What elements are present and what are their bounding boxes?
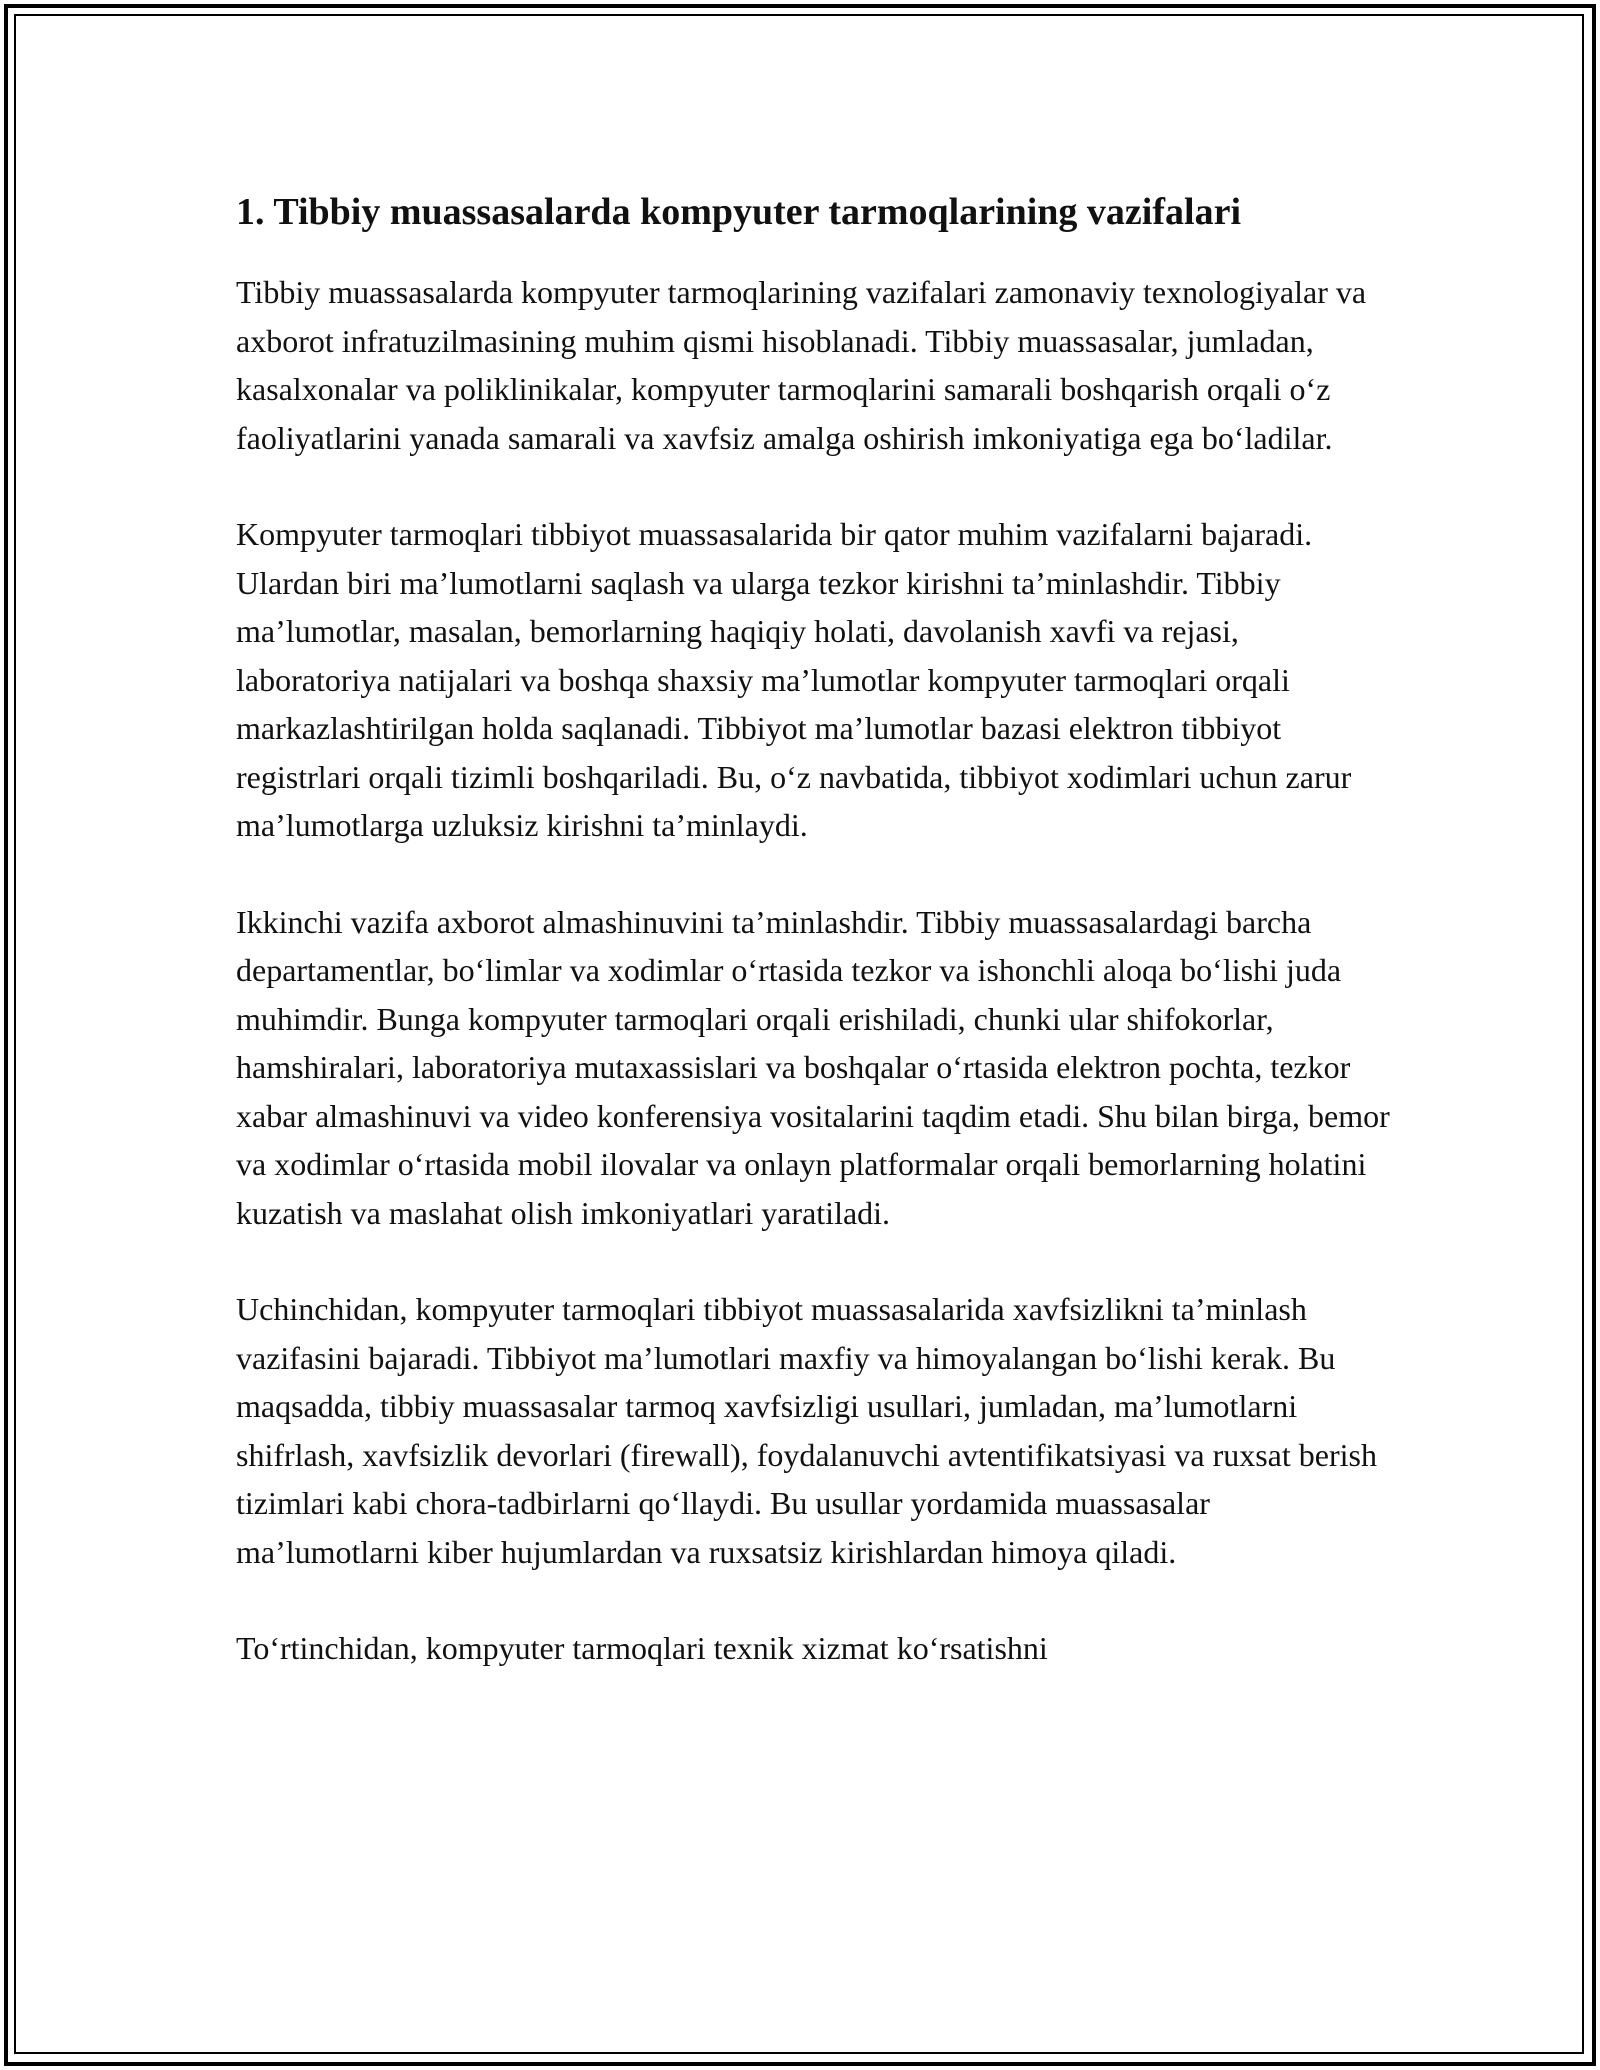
paragraph-technical-service: To‘rtinchidan, kompyuter tarmoqlari texnik xizmat ko‘rsatishni <box>236 1630 1048 1666</box>
paragraph-data-storage: Kompyuter tarmoqlari tibbiyot muassasalarida bir qator muhim vazifalarni bajaradi. Ulardan biri ma’lumotlarni saqlash va ularga tezkor kirishni ta’minlashdir. Tibbiy ma’lumotlar, masalan, bemorlarning haqiqiy holati, davolanish xavfi va rejasi, laboratoriya natijalari va boshqa shaxsiy ma’lumotlar kompyuter tarmoqlari orqali markazlashtirilgan holda saqlanadi. Tibbiyot ma’lumotlar bazasi elektron tibbiyot registrlari orqali tizimli boshqariladi. Bu, o‘z navbatida, tibbiyot xodimlari uchun zarur ma’lumotlarga uzluksiz kirishni ta’minlaydi. <box>236 516 1352 843</box>
paragraph-intro: Tibbiy muassasalarda kompyuter tarmoqlarining vazifalari zamonaviy texnologiyalar va axborot infratuzilmasining muhim qismi hisoblanadi. Tibbiy muassasalar, jumladan, kasalxonalar va poliklinikalar, kompyuter tarmoqlarini samarali boshqarish orqali o‘z faoliyatlarini yanada samarali va xavfsiz amalga oshirish imkoniyatiga ega bo‘ladilar. <box>236 274 1367 456</box>
paragraph-information-exchange: Ikkinchi vazifa axborot almashinuvini ta’minlashdir. Tibbiy muassasalardagi barcha departamentlar, bo‘limlar va xodimlar o‘rtasida tezkor va ishonchli aloqa bo‘lishi juda muhimdir. Bunga kompyuter tarmoqlari orqali erishiladi, chunki ular shifokorlar, hamshiralari, laboratoriya mutaxassislari va boshqalar o‘rtasida elektron pochta, tezkor xabar almashinuvi va video konferensiya vositalarini taqdim etadi. Shu bilan birga, bemor va xodimlar o‘rtasida mobil ilovalar va onlayn platformalar orqali bemorlarning holatini kuzatish va maslahat olish imkoniyatlari yaratiladi. <box>236 903 1390 1231</box>
document-body <box>236 186 1396 1721</box>
paragraph-security: Uchinchidan, kompyuter tarmoqlari tibbiyot muassasalarida xavfsizlikni ta’minlash vazifasini bajaradi. Tibbiyot ma’lumotlari maxfiy va himoyalangan bo‘lishi kerak. Bu maqsadda, tibbiy muassasalar tarmoq xavfsizligi usullari, jumladan, ma’lumotlarni shifrlash, xavfsizlik devorlari (firewall), foydalanuvchi avtentifikatsiyasi va ruxsat berish tizimlari kabi chora-tadbirlarni qo‘llaydi. Bu usullar yordamida muassasalar ma’lumotlarni kiber hujumlardan va ruxsatsiz kirishlardan himoya qiladi. <box>236 1291 1377 1570</box>
section-heading: 1. Tibbiy muassasalarda kompyuter tarmoqlarining vazifalari <box>236 191 1241 233</box>
